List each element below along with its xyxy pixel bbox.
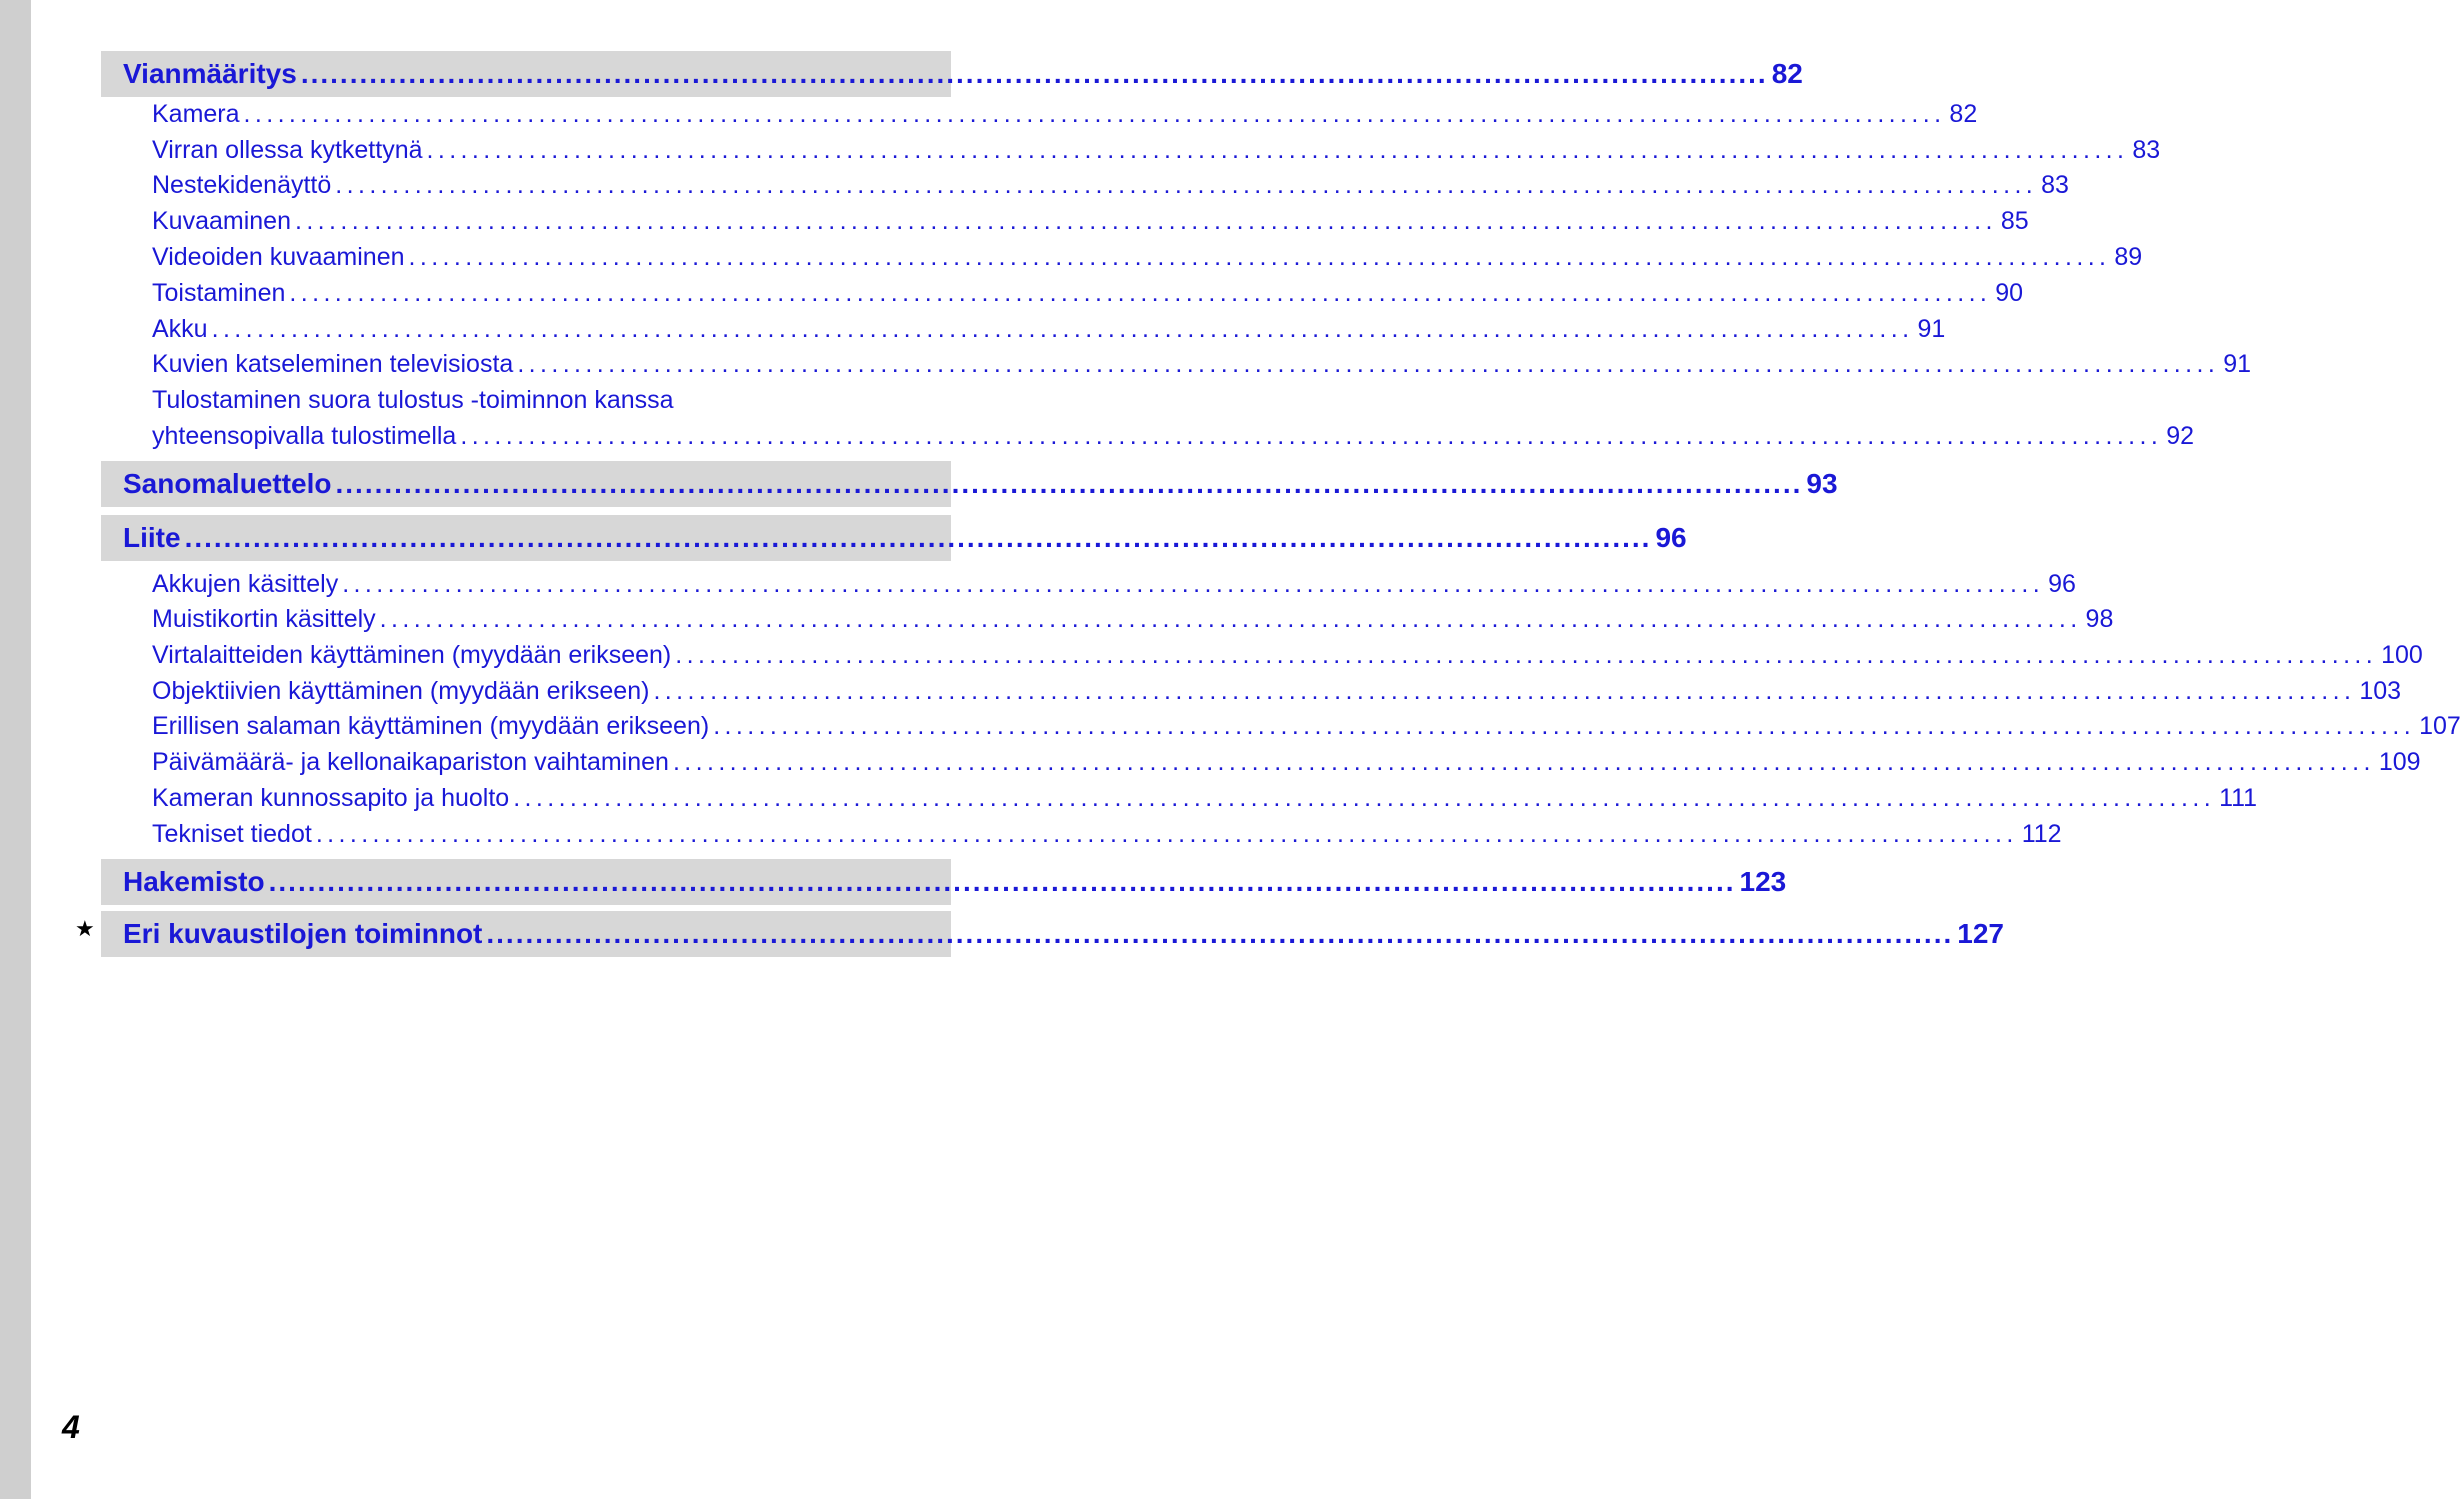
toc-item-camera[interactable] — [152, 96, 1978, 132]
toc-item-lenses[interactable] — [152, 673, 2402, 709]
toc-item-title: Nestekidenäyttö — [152, 171, 332, 199]
toc-dot-leader: ...................................................................................................................................................... — [713, 712, 2416, 740]
toc-dot-leader: ...................................................................................................................................................... — [184, 522, 1652, 553]
toc-section-page: 96 — [1655, 522, 1687, 553]
toc-dot-leader: ...................................................................................................................................................... — [675, 641, 2378, 669]
toc-item-title: Kameran kunnossapito ja huolto — [152, 784, 510, 812]
toc-item-page: 89 — [2114, 243, 2143, 271]
toc-section-title: Hakemisto — [123, 866, 265, 897]
toc-item-title: Virtalaitteiden käyttäminen (myydään erikseen) — [152, 641, 672, 669]
toc-dot-leader: ...................................................................................................................................................... — [460, 422, 2163, 450]
toc-item-page: 103 — [2359, 677, 2402, 705]
toc-item-power-devices[interactable] — [152, 637, 2423, 673]
toc-item-title: Akkujen käsittely — [152, 570, 339, 598]
toc-item-title: Erillisen salaman käyttäminen (myydään erikseen) — [152, 712, 710, 740]
toc-item-direct-print[interactable] — [152, 418, 2195, 454]
toc-item-title: Akku — [152, 315, 208, 343]
toc-item-lcd[interactable] — [152, 167, 2069, 203]
toc-section-title: Sanomaluettelo — [123, 468, 332, 499]
toc-section-index[interactable] — [101, 859, 1787, 905]
toc-dot-leader: ...................................................................................................................................................... — [513, 784, 2216, 812]
toc-dot-leader: ...................................................................................................................................................... — [268, 866, 1736, 897]
toc-item-page: 100 — [2381, 641, 2423, 669]
toc-item-specifications[interactable] — [152, 816, 2062, 852]
toc-section-appendix[interactable] — [101, 515, 1687, 561]
toc-item-page: 91 — [2223, 350, 2251, 378]
toc-item-title: Tekniset tiedot — [152, 820, 312, 848]
toc-item-title: Virran ollessa kytkettynä — [152, 136, 423, 164]
toc-section-page: 82 — [1771, 58, 1803, 89]
toc-dot-leader: ...................................................................................................................................................... — [289, 279, 1992, 307]
toc-dot-leader: ...................................................................................................................................................... — [379, 605, 2082, 633]
toc-item-battery[interactable] — [152, 311, 1946, 347]
toc-item-page: 83 — [2132, 136, 2161, 164]
toc-item-playback[interactable] — [152, 275, 2024, 311]
toc-dot-leader: ...................................................................................................................................................... — [653, 677, 2356, 705]
toc-item-title: Muistikortin käsittely — [152, 605, 376, 633]
toc-item-title: Objektiivien käyttäminen (myydään erikseen) — [152, 677, 650, 705]
toc-dot-leader: ...................................................................................................................................................... — [300, 58, 1768, 89]
toc-dot-leader: ...................................................................................................................................................... — [335, 468, 1803, 499]
toc-item-page: 107 — [2419, 712, 2461, 740]
toc-item-title: yhteensopivalla tulostimella — [152, 422, 457, 450]
toc-item-direct-print-line1[interactable]: Tulostaminen suora tulostus -toiminnon kanssa — [152, 386, 674, 414]
toc-item-page: 85 — [2000, 207, 2029, 235]
toc-item-page: 92 — [2166, 422, 2195, 450]
toc-item-title: Kuvaaminen — [152, 207, 291, 235]
toc-section-shooting-modes[interactable] — [101, 911, 2004, 957]
toc-dot-leader: ...................................................................................................................................................... — [211, 315, 1914, 343]
toc-dot-leader: ...................................................................................................................................................... — [517, 350, 2220, 378]
toc-dot-leader: ...................................................................................................................................................... — [243, 100, 1946, 128]
toc-dot-leader: ...................................................................................................................................................... — [426, 136, 2129, 164]
toc-section-page: 123 — [1739, 866, 1787, 897]
toc-dot-leader: ...................................................................................................................................................... — [335, 171, 2038, 199]
toc-section-title: Eri kuvaustilojen toiminnot — [123, 918, 483, 949]
toc-item-page: 90 — [1995, 279, 2024, 307]
toc-item-page: 109 — [2378, 748, 2421, 776]
toc-item-page: 96 — [2048, 570, 2076, 598]
toc-section-page: 127 — [1957, 918, 2004, 949]
toc-item-title: Toistaminen — [152, 279, 286, 307]
page-number: 4 — [62, 1409, 80, 1445]
toc-item-tv-viewing[interactable] — [152, 346, 2251, 382]
toc-item-title: Kuvien katseleminen televisiosta — [152, 350, 514, 378]
toc-item-page: 83 — [2041, 171, 2069, 199]
toc-section-page: 93 — [1806, 468, 1838, 499]
toc-item-title: Päivämäärä- ja kellonaikapariston vaihtaminen — [152, 748, 669, 776]
toc-item-date-battery[interactable] — [152, 744, 2421, 780]
page-edge-band — [0, 0, 31, 1499]
toc-item-page: 112 — [2021, 820, 2062, 848]
toc-item-title: Kamera — [152, 100, 240, 128]
toc-item-page: 111 — [2219, 784, 2258, 812]
toc-section-title: Liite — [123, 522, 181, 553]
toc-item-maintenance[interactable] — [152, 780, 2258, 816]
toc-item-video-shooting[interactable] — [152, 239, 2143, 275]
toc-item-power-on[interactable] — [152, 132, 2161, 168]
toc-section-messages[interactable] — [101, 461, 1838, 507]
toc-item-external-flash[interactable] — [152, 708, 2461, 744]
toc-dot-leader: ...................................................................................................................................................... — [486, 918, 1954, 949]
toc-dot-leader: ...................................................................................................................................................... — [408, 243, 2111, 271]
toc-dot-leader: ...................................................................................................................................................... — [342, 570, 2045, 598]
toc-dot-leader: ...................................................................................................................................................... — [294, 207, 1997, 235]
toc-item-shooting[interactable] — [152, 203, 2029, 239]
toc-dot-leader: ...................................................................................................................................................... — [315, 820, 2018, 848]
toc-item-battery-handling[interactable] — [152, 566, 2076, 602]
toc-item-title: Videoiden kuvaaminen — [152, 243, 405, 271]
toc-item-page: 91 — [1917, 315, 1946, 343]
toc-item-page: 82 — [1949, 100, 1978, 128]
star-icon: ★ — [75, 917, 95, 942]
toc-section-title: Vianmääritys — [123, 58, 297, 89]
toc-section-troubleshooting[interactable] — [101, 51, 1803, 97]
toc-dot-leader: ...................................................................................................................................................... — [672, 748, 2375, 776]
toc-item-page: 98 — [2085, 605, 2114, 633]
toc-item-memory-card[interactable] — [152, 601, 2114, 637]
